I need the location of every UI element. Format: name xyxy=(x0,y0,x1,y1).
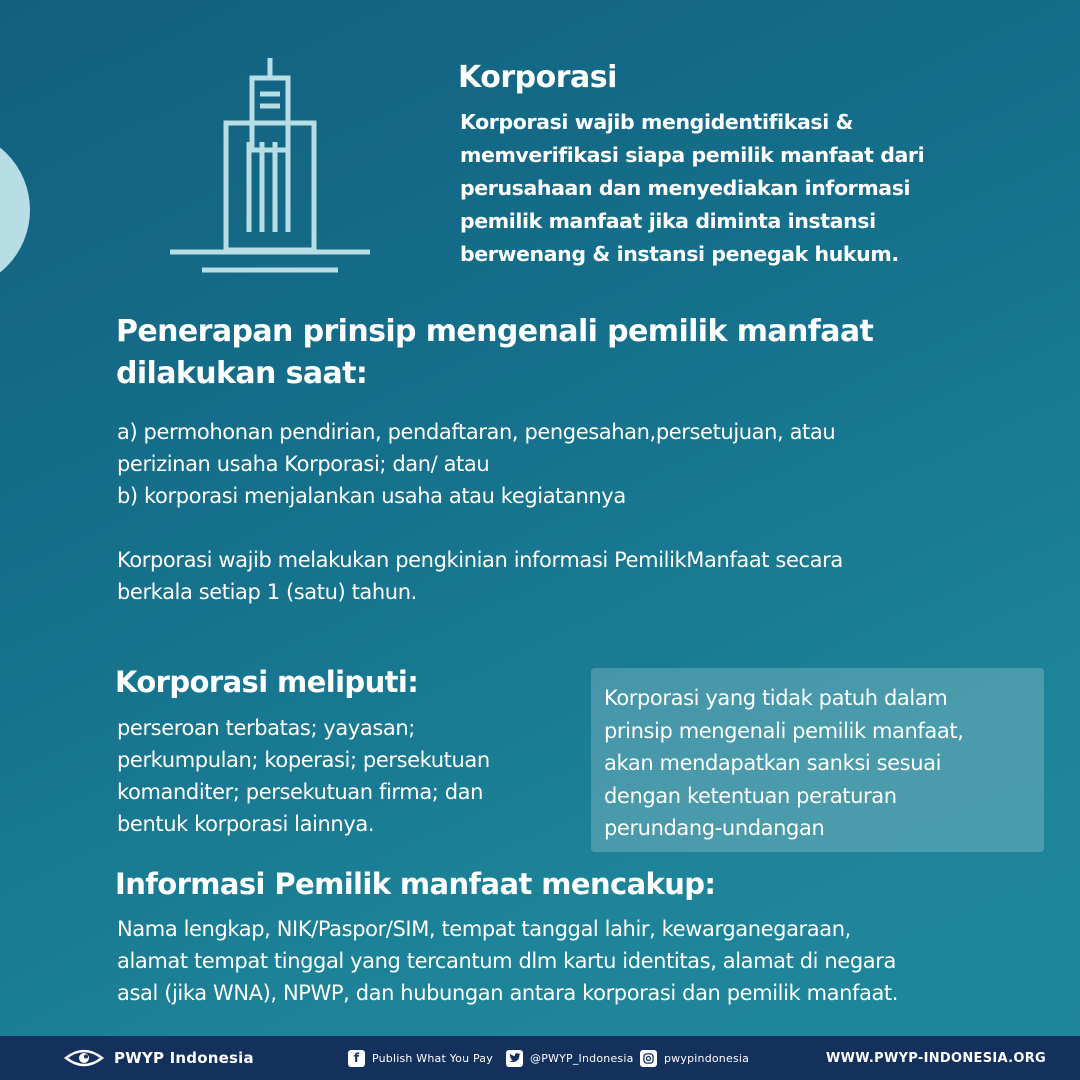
sanction-line: Korporasi yang tidak patuh dalam xyxy=(604,686,948,710)
intro-line: berwenang & instansi penegak hukum. xyxy=(460,242,899,266)
twitter-link[interactable] xyxy=(506,1036,634,1080)
facebook-icon: f xyxy=(348,1050,365,1067)
information-line: Nama lengkap, NIK/Paspor/SIM, tempat tanggal lahir, kewarganegaraan, xyxy=(117,917,851,941)
coverage-line: perseroan terbatas; yayasan; xyxy=(117,716,415,740)
coverage-line: bentuk korporasi lainnya. xyxy=(117,812,375,836)
instagram-icon xyxy=(640,1050,657,1067)
page-title: Korporasi xyxy=(458,60,617,95)
sanction-line: dengan ketentuan peraturan xyxy=(604,783,897,808)
brand-name: PWYP Indonesia xyxy=(114,1049,254,1067)
application-heading xyxy=(116,311,873,395)
coverage-list xyxy=(117,712,490,840)
eye-logo-icon xyxy=(64,1048,104,1068)
instagram-link[interactable] xyxy=(640,1036,749,1080)
intro-line: memverifikasi siapa pemilik manfaat dari xyxy=(460,143,925,167)
footer-bar xyxy=(0,1036,1080,1080)
information-line: asal (jika WNA), NPWP, dan hubungan antara korporasi dan pemilik manfaat. xyxy=(117,981,899,1005)
application-items xyxy=(117,416,835,512)
coverage-line: komanditer; persekutuan firma; dan xyxy=(117,780,484,804)
facebook-link[interactable] xyxy=(348,1036,493,1080)
building-icon xyxy=(160,50,380,280)
website-link[interactable]: WWW.PWYP-INDONESIA.ORG xyxy=(826,1050,1046,1066)
intro-line: perusahaan dan menyediakan informasi xyxy=(460,176,911,200)
information-heading: Informasi Pemilik manfaat mencakup: xyxy=(115,867,716,901)
sanction-line: prinsip mengenali pemilik manfaat, xyxy=(604,718,964,743)
update-line: berkala setiap 1 (satu) tahun. xyxy=(117,580,417,604)
list-item: a) permohonan pendirian, pendaftaran, pengesahan,persetujuan, atau xyxy=(117,420,836,444)
facebook-label: Publish What You Pay xyxy=(372,1051,493,1065)
twitter-label: @PWYP_Indonesia xyxy=(530,1051,634,1065)
twitter-icon xyxy=(506,1050,523,1067)
intro-line: pemilik manfaat jika diminta instansi xyxy=(460,209,876,233)
twitter-bird-icon xyxy=(509,1053,521,1063)
intro-line: Korporasi wajib mengidentifikasi & xyxy=(460,110,854,134)
list-item: b) korporasi menjalankan usaha atau kegiatannya xyxy=(117,484,626,508)
coverage-line: perkumpulan; koperasi; persekutuan xyxy=(117,748,490,772)
heading-line: dilakukan saat: xyxy=(116,356,368,391)
update-note xyxy=(117,544,843,608)
instagram-camera-icon xyxy=(643,1053,654,1064)
sanction-note-box xyxy=(591,668,1044,852)
decorative-circle xyxy=(0,130,30,290)
update-line: Korporasi wajib melakukan pengkinian informasi PemilikManfaat secara xyxy=(117,548,843,572)
sanction-line: akan mendapatkan sanksi sesuai xyxy=(604,751,942,775)
instagram-label: pwypindonesia xyxy=(664,1051,750,1065)
coverage-heading: Korporasi meliputi: xyxy=(115,665,419,699)
list-item: perizinan usaha Korporasi; dan/ atau xyxy=(117,452,490,476)
information-line: alamat tempat tinggal yang tercantum dlm kartu identitas, alamat di negara xyxy=(117,949,896,973)
heading-line: Penerapan prinsip mengenali pemilik manfaat xyxy=(116,314,874,349)
sanction-line: perundang-undangan xyxy=(604,816,825,840)
brand[interactable] xyxy=(64,1036,254,1080)
intro-text xyxy=(460,106,1060,271)
information-text xyxy=(117,913,898,1009)
